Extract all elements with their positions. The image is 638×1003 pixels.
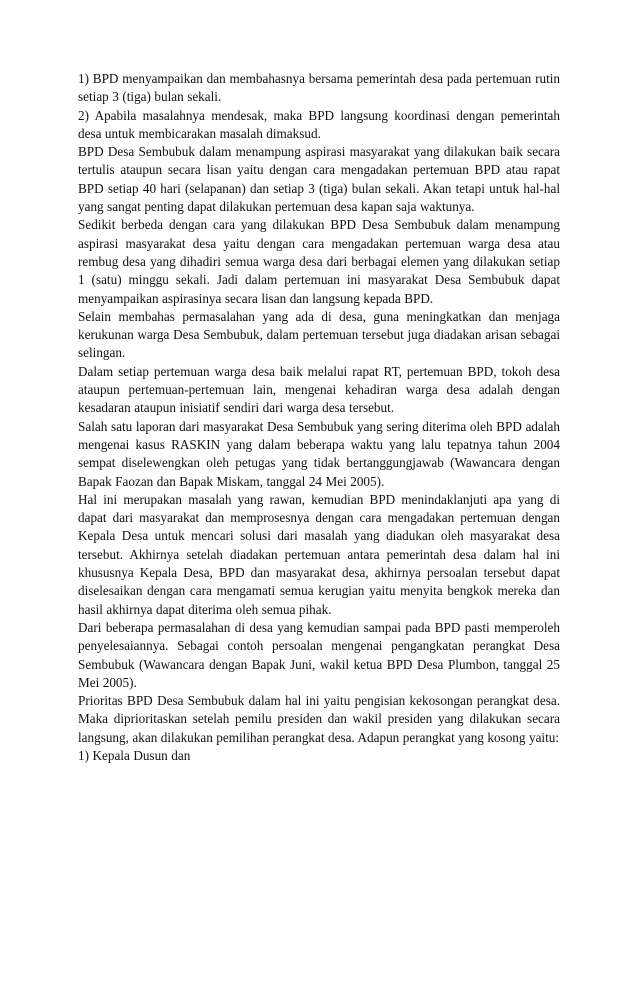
- paragraph-resolution: Hal ini merupakan masalah yang rawan, kemudian BPD menindaklanjuti apa yang di dapat dari masyarakat dan memprosesnya dengan cara mengadakan pertemuan dengan Kepala Desa untuk mencari solusi dari masalah yang diadukan oleh masyarakat desa tersebut. Akhirnya setelah diadakan pertemuan antara pemerintah desa dalam hal ini khususnya Kepala Desa, BPD dan masyarakat desa, akhirnya persoalan tersebut dapat diselesaikan dengan cara mengamati semua kerugian yaitu menyita bengkok mereka dan hasil akhirnya dapat diterima oleh semua pihak.: [78, 491, 560, 617]
- paragraph-attendance: Dalam setiap pertemuan warga desa baik melalui rapat RT, pertemuan BPD, tokoh desa ataupun pertemuan-pertemuan lain, mengenai kehadiran warga desa adalah dengan kesadaran ataupun inisiatif sendiri dari warga desa tersebut.: [78, 363, 560, 416]
- document-page: [78, 70, 560, 765]
- paragraph-rembug-desa: Sedikit berbeda dengan cara yang dilakukan BPD Desa Sembubuk dalam menampung aspirasi masyarakat desa yaitu dengan cara mengadakan pertemuan warga desa atau rembug desa yang dihadiri semua warga desa dari berbagai elemen yang dilakukan setiap 1 (satu) minggu sekali. Jadi dalam pertemuan ini masyarakat Desa Sembubuk dapat menyampaikan aspirasinya secara lisan dan langsung kepada BPD.: [78, 217, 560, 306]
- paragraph-urgent-coordination: 2) Apabila masalahnya mendesak, maka BPD langsung koordinasi dengan pemerintah desa untuk membicarakan masalah dimaksud.: [78, 107, 560, 141]
- paragraph-priority: Prioritas BPD Desa Sembubuk dalam hal ini yaitu pengisian kekosongan perangkat desa. Maka diprioritaskan setelah pemilu presiden dan wakil presiden yang dilakukan secara langsung, akan dilakukan pemilihan perangkat desa. Adapun perangkat yang kosong yaitu:: [78, 693, 560, 745]
- paragraph-arisan: Selain membahas permasalahan yang ada di desa, guna meningkatkan dan menjaga kerukunan warga Desa Sembubuk, dalam pertemuan tersebut juga diadakan arisan sebagai selingan.: [78, 308, 560, 361]
- paragraph-village-officials: Dari beberapa permasalahan di desa yang kemudian sampai pada BPD pasti memperoleh penyelesaiannya. Sebagai contoh persoalan mengenai pengangkatan perangkat Desa Sembubuk (Wawancara dengan Bapak Juni, wakil ketua BPD Desa Plumbon, tanggal 25 Mei 2005).: [78, 619, 560, 690]
- paragraph-bpd-routine-meeting: 1) BPD menyampaikan dan membahasnya bersama pemerintah desa pada pertemuan rutin setiap 3 (tiga) bulan sekali.: [78, 71, 560, 105]
- paragraph-bpd-aspiration: BPD Desa Sembubuk dalam menampung aspirasi masyarakat yang dilakukan baik secara tertulis ataupun secara lisan yaitu dengan cara mengadakan pertemuan BPD atau rapat BPD setiap 40 hari (selapanan) dan setiap 3 (tiga) bulan sekali. Akan tetapi untuk hal-hal yang sangat penting dapat dilakukan pertemuan desa kapan saja waktunya.: [78, 144, 560, 215]
- paragraph-raskin-report: Salah satu laporan dari masyarakat Desa Sembubuk yang sering diterima oleh BPD adalah mengenai kasus RASKIN yang dalam beberapa waktu yang lalu tepatnya tahun 2004 sempat diselewengkan oleh petugas yang tidak bertanggungjawab (Wawancara dengan Bapak Faozan dan Bapak Miskam, tanggal 24 Mei 2005).: [78, 418, 560, 489]
- paragraph-list-item: 1) Kepala Dusun dan: [78, 747, 191, 763]
